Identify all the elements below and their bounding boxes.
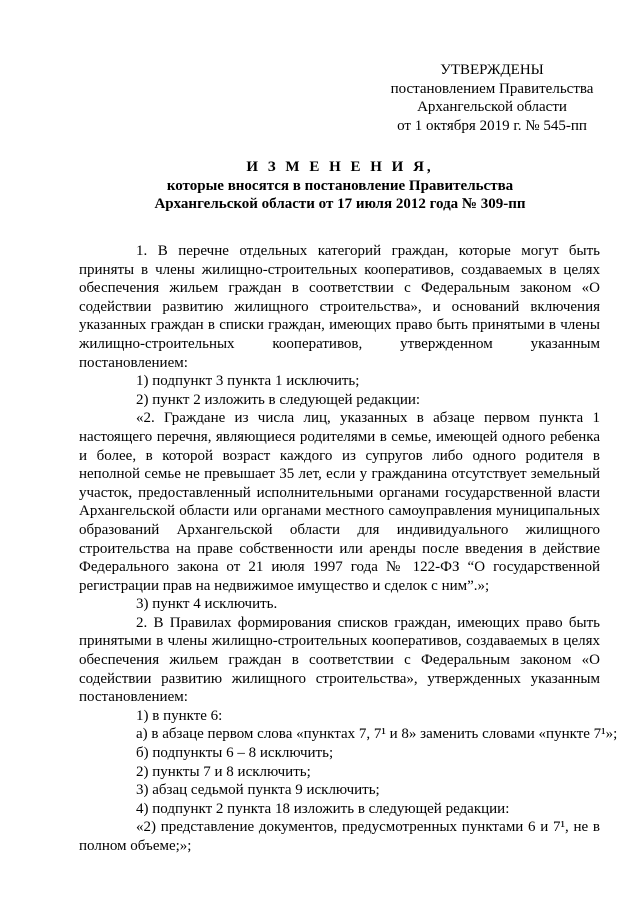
document-heading [80, 158, 600, 214]
document-subtitle: Архангельской области от 17 июля 2012 года № 309-пп [154, 196, 526, 213]
approval-line: постановлением Правительства [390, 80, 594, 97]
approval-line: Архангельской области [417, 99, 567, 116]
approval-date-number: от 1 октября 2019 г. № 545-пп [397, 117, 587, 134]
list-item: 4) подпункт 2 пункта 18 изложить в следующей редакции: [136, 800, 510, 817]
approval-title: УТВЕРЖДЕНЫ [440, 62, 544, 78]
list-item: а) в абзаце первом слова «пунктах 7, 7¹ и 8» заменить словами «пункте 7¹»; [136, 726, 618, 743]
list-item: б) подпункты 6 – 8 исключить; [136, 745, 334, 762]
document-body [79, 242, 618, 856]
quoted-paragraph: «2. Граждане из числа лиц, указанных в абзаце первом пункта 1 настоящего перечня, являющиеся родителями в семье, имеющей одного ребенка и более, в которой возраст каждого из супругов либо одного родителя в неполной семье не превышает 35 лет, если у гражданина отсутствует земельный участок, предоставленный исполнительными органами государственной власти Архангельской области или органами местного самоуправления муниципальных образований Архангельской области для индивидуального жилищного строительства на праве собственности или аренды после введения в действие Федерального закона от 21 июля 1997 года № 122-ФЗ “О государственной регистрации прав на недвижимое имущество и сделок с ним”.»; [79, 410, 600, 594]
paragraph-1: 1. В перечне отдельных категорий граждан, которые могут быть приняты в члены жилищно-строительных кооперативов, создаваемых в целях обеспечения жильем граждан в соответствии с Федеральным законом «О содействии развитию жилищного строительства», и оснований включения указанных граждан в списки граждан, имеющих право быть принятыми в члены жилищно-строительных кооперативов, утвержденном указанным постановлением: [79, 243, 600, 371]
list-item: 2) пункты 7 и 8 исключить; [136, 763, 311, 780]
quoted-paragraph: «2) представление документов, предусмотренных пунктами 6 и 7¹, не в полном объеме;»; [79, 819, 600, 854]
list-item: 3) абзац седьмой пункта 9 исключить; [136, 782, 380, 799]
list-item: 3) пункт 4 исключить. [136, 596, 278, 613]
list-item: 1) подпункт 3 пункта 1 исключить; [136, 373, 360, 390]
approval-stamp [376, 61, 608, 135]
document-subtitle: которые вносятся в постановление Правительства [166, 177, 514, 194]
list-item: 1) в пункте 6: [136, 707, 223, 724]
document-title: И З М Е Н Е Н И Я, [246, 159, 434, 175]
list-item: 2) пункт 2 изложить в следующей редакции: [136, 391, 421, 408]
paragraph-2: 2. В Правилах формирования списков граждан, имеющих право быть принятыми в члены жилищно-строительных кооперативов, создаваемых в целях обеспечения жильем граждан в соответствии с Федеральным законом «О содействии развитию жилищного строительства», утвержденных указанным постановлением: [79, 614, 600, 706]
